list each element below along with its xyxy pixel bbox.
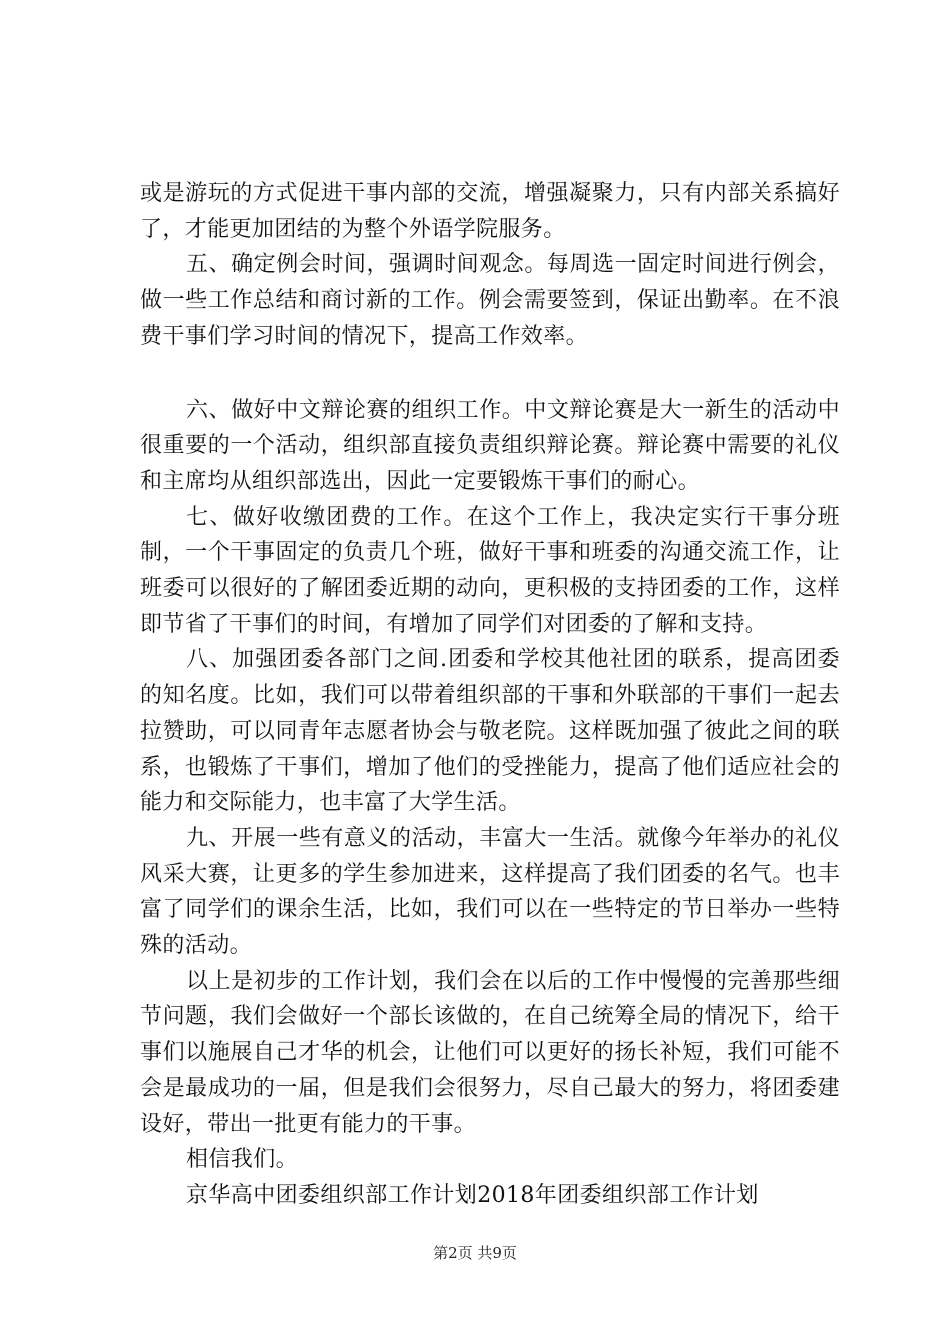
- paragraph-continuation: 或是游玩的方式促进干事内部的交流，增强凝聚力，只有内部关系搞好了，才能更加团结的为整个外语学院服务。: [140, 181, 840, 242]
- paragraph-item-8: 八、加强团委各部门之间.团委和学校其他社团的联系，提高团委的知名度。比如，我们可以带着组织部的干事和外联部的干事们一起去拉赞助，可以同青年志愿者协会与敬老院。这样既加强了彼此之间的联系，也锻炼了干事们，增加了他们的受挫能力，提高了他们适应社会的能力和交际能力，也丰富了大学生活。: [140, 647, 840, 816]
- page-number: 第2页 共9页: [433, 1244, 517, 1262]
- document-body: [140, 176, 840, 1214]
- page-footer: [0, 1243, 950, 1263]
- paragraph-item-9: 九、开展一些有意义的活动，丰富大一生活。就像今年举办的礼仪风采大赛，让更多的学生参加进来，这样提高了我们团委的名气。也丰富了同学们的课余生活，比如，我们可以在一些特定的节日举办一些特殊的活动。: [140, 825, 840, 959]
- paragraph-item-6: 六、做好中文辩论赛的组织工作。中文辩论赛是大一新生的活动中很重要的一个活动，组织部直接负责组织辩论赛。辩论赛中需要的礼仪和主席均从组织部选出，因此一定要锻炼干事们的耐心。: [140, 397, 840, 494]
- paragraph-related-title: 京华高中团委组织部工作计划2018年团委组织部工作计划: [186, 1182, 759, 1208]
- paragraph-closing: 相信我们。: [186, 1147, 299, 1173]
- paragraph-gap: [140, 355, 840, 393]
- paragraph-conclusion: 以上是初步的工作计划，我们会在以后的工作中慢慢的完善那些细节问题，我们会做好一个部长该做的，在自己统筹全局的情况下，给干事们以施展自己才华的机会，让他们可以更好的扬长补短，我们可能不会是最成功的一届，但是我们会很努力，尽自己最大的努力，将团委建设好，带出一批更有能力的干事。: [140, 968, 840, 1137]
- paragraph-item-7: 七、做好收缴团费的工作。在这个工作上，我决定实行干事分班制，一个干事固定的负责几个班，做好干事和班委的沟通交流工作，让班委可以很好的了解团委近期的动向，更积极的支持团委的工作，这样即节省了干事们的时间，有增加了同学们对团委的了解和支持。: [140, 504, 840, 637]
- paragraph-item-5: 五、确定例会时间，强调时间观念。每周选一固定时间进行例会，做一些工作总结和商讨新的工作。例会需要签到，保证出勤率。在不浪费干事们学习时间的情况下，提高工作效率。: [140, 252, 840, 349]
